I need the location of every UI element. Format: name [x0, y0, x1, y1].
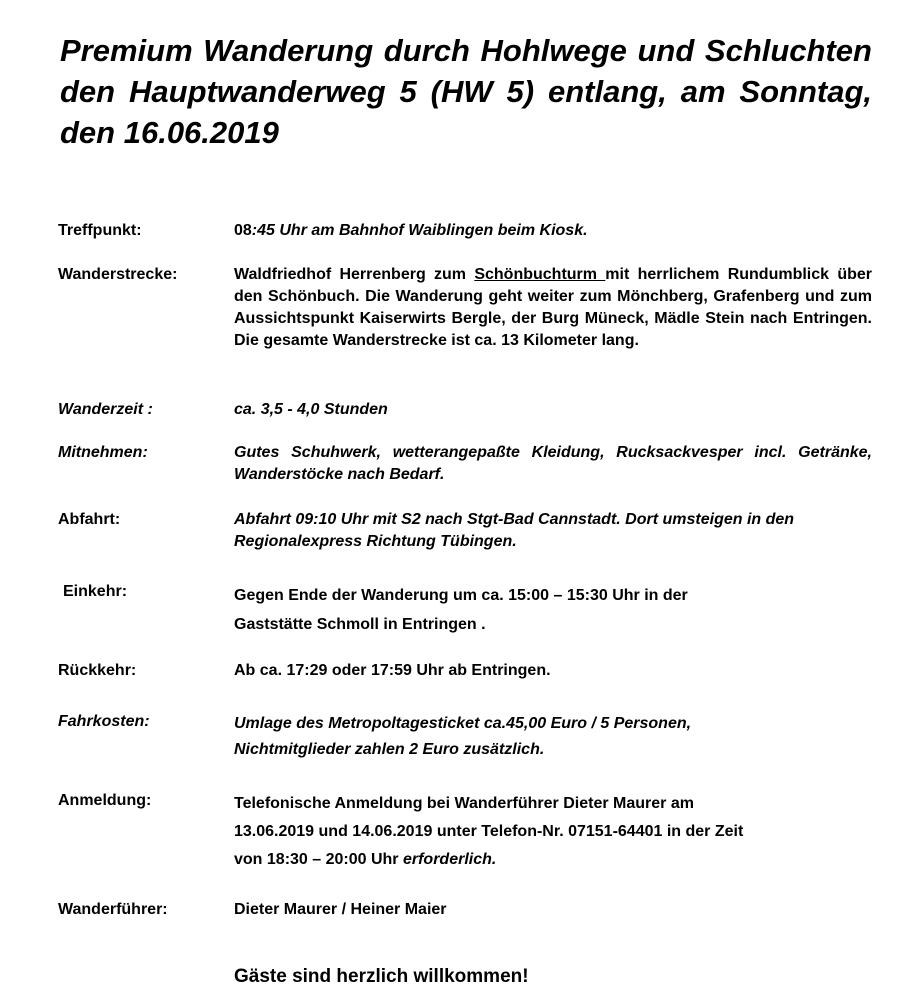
fahrkosten-value	[234, 711, 872, 763]
anmeldung-line-1: Telefonische Anmeldung bei Wanderführer Dieter Maurer am	[234, 795, 694, 812]
anmeldung-label: Anmeldung:	[58, 792, 152, 809]
wanderstrecke-value	[234, 264, 872, 352]
treffpunkt-value-rest: :45 Uhr am Bahnhof Waiblingen beim Kiosk.	[251, 222, 588, 239]
anmeldung-line-3-plain: von 18:30 – 20:00 Uhr	[234, 851, 403, 868]
rueckkehr-label: Rückkehr:	[58, 662, 137, 679]
closing-message: Gäste sind herzlich willkommen!	[234, 966, 529, 987]
einkehr-value	[234, 581, 872, 639]
rueckkehr-value: Ab ca. 17:29 oder 17:59 Uhr ab Entringen.	[234, 662, 551, 679]
wanderstrecke-text-after: mit herrlichem Rundumblick über den Schönbuch. Die Wanderung geht weiter zum Mönchberg, Grafenberg und zum Aussichtspunkt Kaiserwirts Bergle, der Burg Müneck, Mädle Stein nach Entringen. Die gesamte Wanderstrecke ist ca. 13 Kilometer lang.	[234, 266, 873, 349]
treffpunkt-value	[234, 220, 872, 242]
wanderfuehrer-value: Dieter Maurer / Heiner Maier	[234, 901, 447, 918]
einkehr-line-1: Gegen Ende der Wanderung um ca. 15:00 – 15:30 Uhr in der	[234, 587, 688, 604]
mitnehmen-value: Gutes Schuhwerk, wetterangepaßte Kleidung, Rucksackvesper incl. Getränke, Wanderstöcke nach Bedarf.	[234, 444, 872, 483]
wanderzeit-label: Wanderzeit :	[58, 401, 153, 418]
schoenbuchturm-link[interactable]: Schönbuchturm	[474, 266, 606, 283]
mitnehmen-label: Mitnehmen:	[58, 444, 148, 461]
anmeldung-line-2: 13.06.2019 und 14.06.2019 unter Telefon-Nr. 07151-64401 in der Zeit	[234, 823, 744, 840]
einkehr-label: Einkehr:	[63, 583, 128, 600]
wanderzeit-value: ca. 3,5 - 4,0 Stunden	[234, 401, 388, 418]
treffpunkt-value-prefix: 08	[234, 222, 252, 239]
wanderfuehrer-label: Wanderführer:	[58, 901, 168, 918]
abfahrt-label: Abfahrt:	[58, 511, 121, 528]
fahrkosten-line-2: Nichtmitglieder zahlen 2 Euro zusätzlich.	[234, 741, 545, 758]
page-title: Premium Wanderung durch Hohlwege und Schluchten den Hauptwanderweg 5 (HW 5) entlang, am Sonntag, den 16.06.2019	[60, 33, 872, 150]
wanderstrecke-text-before: Waldfriedhof Herrenberg zum	[234, 266, 475, 283]
fahrkosten-label: Fahrkosten:	[58, 713, 150, 730]
abfahrt-value: Abfahrt 09:10 Uhr mit S2 nach Stgt-Bad Cannstadt. Dort umsteigen in den Regionalexpress Richtung Tübingen.	[234, 511, 795, 550]
treffpunkt-label: Treffpunkt:	[58, 222, 142, 239]
anmeldung-value	[234, 790, 872, 874]
wanderstrecke-label: Wanderstrecke:	[58, 266, 178, 283]
fahrkosten-line-1: Umlage des Metropoltagesticket ca.45,00 Euro / 5 Personen,	[234, 715, 692, 732]
anmeldung-line-3	[234, 846, 872, 874]
anmeldung-line-3-italic: erforderlich.	[402, 851, 497, 868]
einkehr-line-2: Gaststätte Schmoll in Entringen .	[234, 616, 486, 633]
